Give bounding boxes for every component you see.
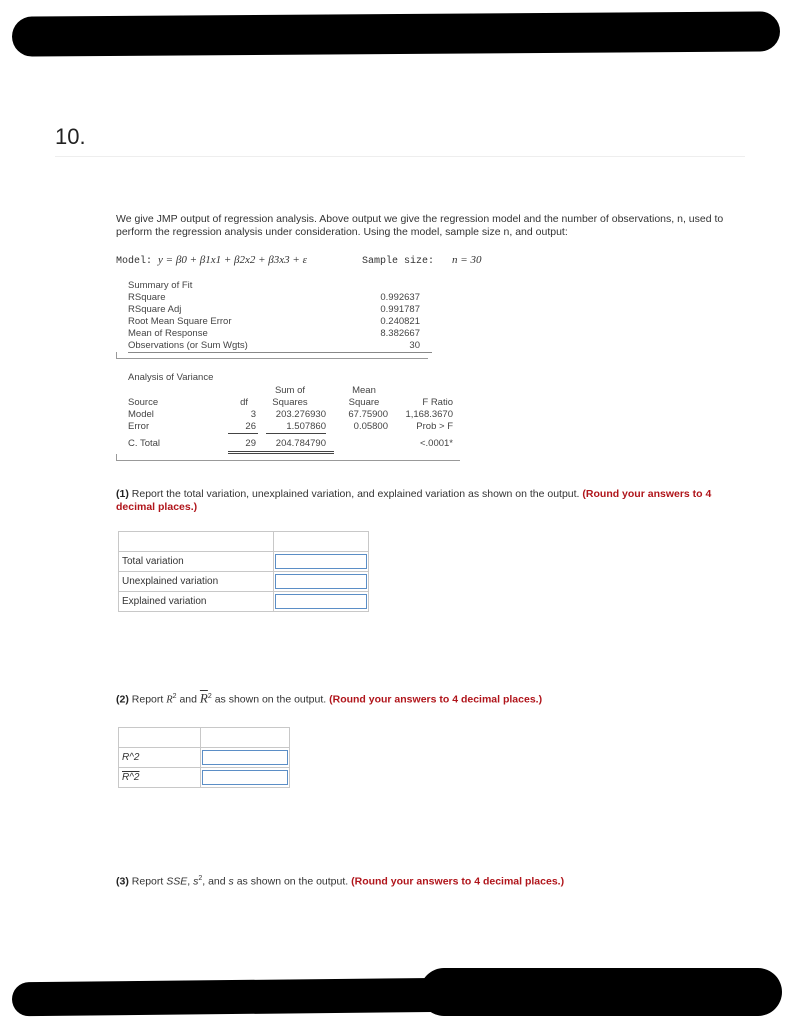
total-variation-input[interactable] [275,554,367,569]
q3-s-symbol: s [228,875,234,888]
q1-round-note: (Round your answers to 4 decimal places.) [116,488,712,513]
table-row [119,552,369,572]
fit-label: RSquare Adj [128,304,182,315]
q2-prompt: as shown on the output. [214,693,327,706]
anova-title: Analysis of Variance [128,372,214,383]
table-row [119,768,290,788]
answer-cell [274,572,369,592]
q2-word-and: and [179,693,197,706]
variation-answer-table [118,531,369,612]
model-line [116,254,307,267]
answer-cell [201,748,290,768]
question-number: 10. [55,124,86,149]
table-header-row [119,728,290,748]
anova-source: Error [128,421,150,432]
fit-row [128,304,428,316]
q3-word-and: and [208,875,226,888]
r-squared-answer-table [118,727,290,788]
anova-header-df: df [240,397,248,408]
ss-underline [266,433,326,434]
anova-df: 29 [245,438,256,449]
sample-size-value: n = 30 [452,254,482,266]
table-row [119,748,290,768]
header-cell [119,728,201,748]
q1-prompt: Report the total variation, unexplained variation, and explained variation as shown on the output. [131,488,580,500]
fit-value: 0.991787 [380,304,420,315]
question-2-text: (2) Report $R^2$ and $\overline{R}^2$ as shown on the output. (Round your answers to 4 decimal places.) [116,690,543,706]
table-header-row [119,532,369,552]
unexplained-variation-input[interactable] [275,574,367,589]
answer-cell [274,592,369,612]
divider [55,156,745,157]
model-equation: y = β0 + β1x1 + β2x2 + β3x3 + ε [158,254,307,266]
q1-prefix: (1) [116,488,129,500]
anova-ms: 0.05800 [353,421,388,432]
anova-ms: 67.75900 [348,409,388,420]
r-squared-input[interactable] [202,750,288,765]
panel-corner-tick [116,352,117,358]
anova-ss: 1.507860 [286,421,326,432]
total-underline [228,451,334,454]
summary-of-fit-title: Summary of Fit [128,280,193,291]
q3-s2-symbol: s [193,875,199,888]
q2-round-note: (Round your answers to 4 decimal places.) [329,693,543,706]
redaction-bar-bottom-left [12,978,462,1017]
q3-prefix: (3) [116,875,129,888]
fit-value: 0.240821 [380,316,420,327]
question-1-text [116,488,748,514]
fit-label: Observations (or Sum Wgts) [128,340,248,351]
explained-variation-input[interactable] [275,594,367,609]
fit-value: 30 [409,340,420,351]
redaction-bar-bottom-right [420,968,782,1016]
anova-header-ms-top: Mean [352,385,376,396]
r-squared-label: R^2 [119,748,201,768]
anova-source: C. Total [128,438,161,449]
df-underline [228,433,258,434]
q2-rbar-symbol: $\overline{R}$ [199,690,208,706]
fit-underline [128,352,432,353]
fit-row [128,292,428,304]
anova-df: 3 [250,409,256,420]
fit-value: 0.992637 [380,292,420,303]
anova-prob-value: <.0001* [419,438,453,449]
q3-round-note: (Round your answers to 4 decimal places.) [351,875,565,888]
answer-cell [274,552,369,572]
question-3-text: (3) Report SSE, $s^2$, and s as shown on the output. (Round your answers to 4 decimal places.) [116,875,565,888]
fit-label: RSquare [128,292,166,303]
anova-header-ms: Square [348,397,380,408]
anova-header-f: F Ratio [422,397,453,408]
q2-word-report: Report [131,693,164,706]
intro-paragraph: We give JMP output of regression analysis. Above output we give the regression model and the number of observations, n, used to perform the regression analysis under consideration. Using the model, sample size n, and output: [116,213,724,238]
q2-r-symbol: R [166,694,173,706]
sample-size-label: Sample size: [362,256,435,267]
redaction-bar-top [12,11,780,56]
table-row [119,592,369,612]
anova-header-source: Source [128,397,159,408]
header-cell [274,532,369,552]
explained-variation-label: Explained variation [119,592,274,612]
fit-row [128,340,428,352]
unexplained-variation-label: Unexplained variation [119,572,274,592]
q3-word-report: Report [131,875,164,888]
adjusted-r-squared-input[interactable] [202,770,288,785]
header-cell [119,532,274,552]
anova-f: 1,168.3670 [405,409,453,420]
fit-label: Mean of Response [128,328,208,339]
summary-of-fit-panel [116,280,428,359]
sample-size-line [362,254,481,267]
header-cell [201,728,290,748]
panel-corner-tick [116,454,117,460]
anova-prob-label: Prob > F [416,421,453,432]
anova-source: Model [128,409,154,420]
anova-header-ss: Squares [272,397,308,408]
answer-cell [201,768,290,788]
fit-row [128,316,428,328]
fit-label: Root Mean Square Error [128,316,232,327]
anova-ss: 203.276930 [275,409,326,420]
q3-prompt: as shown on the output. [236,875,349,888]
anova-header-ss-top: Sum of [274,385,306,396]
q3-sse-symbol: SSE [166,875,188,888]
table-row [119,572,369,592]
fit-value: 8.382667 [380,328,420,339]
fit-row [128,328,428,340]
anova-df: 26 [245,421,256,432]
total-variation-label: Total variation [119,552,274,572]
adjusted-r-squared-label: R^2 [119,768,201,788]
anova-panel [116,372,460,461]
anova-ss: 204.784790 [275,438,326,449]
model-label: Model: [116,256,153,267]
q2-prefix: (2) [116,693,129,706]
